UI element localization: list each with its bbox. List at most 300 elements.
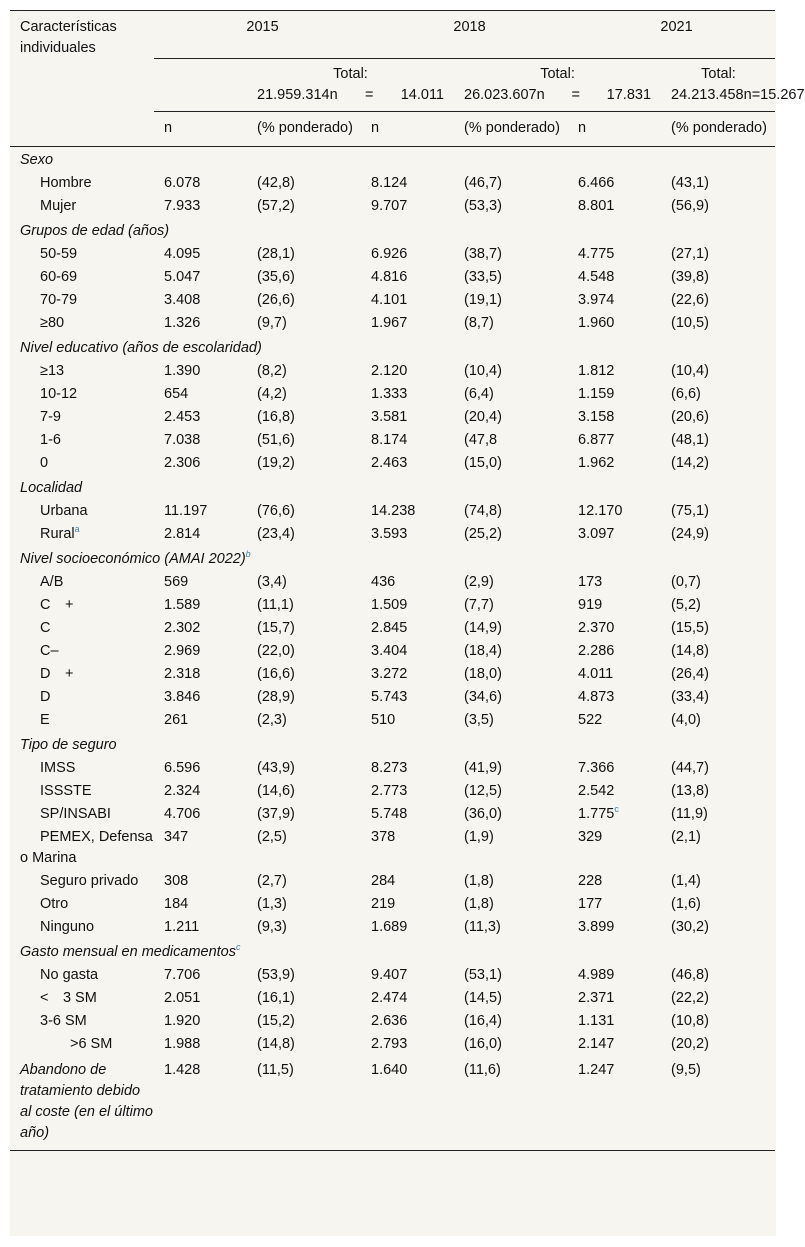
cell-value: (1,8) [464,896,494,912]
cell-pct [454,452,568,475]
row-label-text: A/B [40,574,64,590]
cell-value: (12,5) [464,783,502,799]
cell-n [154,987,247,1010]
table-row [10,826,776,870]
cell-value: (11,1) [257,597,294,613]
cell-value: (10,5) [671,315,709,331]
cell-value: 7.366 [578,760,615,776]
cell-value: (14,5) [464,990,502,1006]
cell-pct [247,1033,361,1056]
cell-value: 3.593 [371,526,408,542]
cell-value: 9.707 [371,198,408,214]
cell-n [154,780,247,803]
cell-value: 219 [371,896,396,912]
cell-value: 2.286 [578,643,615,659]
cell-value: 1.960 [578,315,615,331]
cell-value: (1,3) [257,896,287,912]
cell-pct [661,826,775,870]
cell-value: (1,6) [671,896,701,912]
row-label [10,780,154,803]
cell-value: (15,7) [257,620,295,636]
cell-value: 2.302 [164,620,201,636]
row-label-text: IMSS [40,760,76,776]
cell-value: (7,7) [464,597,494,613]
section-title-text: Nivel socioeconómico (AMAI 2022) [20,551,246,567]
row-label-text: C [40,620,51,636]
table-row [10,663,776,686]
cell-pct [661,312,775,335]
cell-value: 7.933 [164,198,201,214]
section-title [10,939,775,964]
cell-value: 3.404 [371,643,408,659]
cell-pct [454,617,568,640]
cell-n [361,757,454,780]
cell-pct [454,757,568,780]
cell-value: (76,6) [257,503,295,519]
section-title [10,475,775,500]
cell-value: (47,8 [464,432,498,448]
total-eq: = [571,87,580,103]
row-label [10,452,154,475]
row-label [10,826,154,870]
cell-pct [661,916,775,939]
cell-pct [454,780,568,803]
cell-value: (8,2) [257,363,287,379]
cell-pct [247,826,361,870]
cell-pct [247,916,361,939]
cell-n [361,523,454,546]
cell-pct [247,195,361,218]
cell-value: 2.051 [164,990,201,1006]
cell-n [568,870,661,893]
table-row [10,1010,776,1033]
cell-value: (16,1) [257,990,295,1006]
cell-value: 4.706 [164,806,201,822]
cell-pct [247,452,361,475]
section-title-text: Tipo de seguro [20,737,117,753]
cell-n [361,916,454,939]
row-label [10,523,154,546]
section-title [10,218,775,243]
row-label-text: ≥80 [40,315,65,331]
cell-pct [454,406,568,429]
cell-pct [247,243,361,266]
table-row [10,172,776,195]
cell-value: (33,4) [671,689,709,705]
cell-value: (3,4) [257,574,287,590]
cell-n [154,172,247,195]
cell-value: (11,3) [464,919,501,935]
footnote-mark: c [236,942,241,953]
section-title [10,335,775,360]
row-label-text: 0 [40,455,49,471]
cell-value: 1.967 [371,315,408,331]
header-year-2021: 2021 [568,11,775,59]
cell-value: (20,2) [671,1036,709,1052]
cell-value: (22,0) [257,643,295,659]
cell-value: (48,1) [671,432,709,448]
cell-value: 3.846 [164,689,201,705]
cell-pct [454,964,568,987]
cell-value: 1.962 [578,455,615,471]
cell-value: 228 [578,873,603,889]
cell-value: (25,2) [464,526,502,542]
cell-value: 4.989 [578,967,615,983]
cell-n [154,826,247,870]
cell-n [154,289,247,312]
cell-n: 1.428 [154,1056,247,1151]
row-label: Abandono de tratamiento debido al coste (en el último año) [10,1056,154,1151]
cell-value: (15,5) [671,620,709,636]
cell-value: (0,7) [671,574,701,590]
cell-n [154,406,247,429]
cell-value: 1.988 [164,1036,201,1052]
cell-n [568,243,661,266]
table-row [10,757,776,780]
table-row-final [10,1056,776,1151]
cell-value: 522 [578,712,603,728]
row-label [10,617,154,640]
cell-value: (37,9) [257,806,295,822]
cell-pct [661,406,775,429]
total-eq: = [751,87,761,103]
cell-value: 569 [164,574,189,590]
section-title [10,732,775,757]
table-row [10,709,776,732]
table-row [10,640,776,663]
row-label [10,289,154,312]
cell-value: (14,8) [257,1036,295,1052]
row-label [10,964,154,987]
cell-pct [247,617,361,640]
cell-value: 1.159 [578,386,615,402]
cell-pct [247,663,361,686]
cell-pct [247,964,361,987]
cell-pct [247,893,361,916]
cell-value: 1.326 [164,315,201,331]
cell-pct [661,266,775,289]
cell-value: (28,9) [257,689,295,705]
total-line [464,85,651,106]
cell-pct [247,500,361,523]
cell-pct [247,406,361,429]
cell-value: 3.581 [371,409,408,425]
cell-value: 4.775 [578,246,615,262]
row-label-text: D [40,689,51,705]
cell-pct [661,289,775,312]
row-label [10,243,154,266]
row-label [10,1033,154,1056]
row-label-text: 7-9 [40,409,61,425]
cell-value: (18,4) [464,643,502,659]
cell-n [568,406,661,429]
data-table [10,10,805,1151]
cell-value: (33,5) [464,269,502,285]
cell-pct [247,289,361,312]
cell-value: 1.509 [371,597,408,613]
header-pct: (% ponderado) [454,112,568,147]
cell-value: 2.147 [578,1036,615,1052]
row-label [10,172,154,195]
cell-n [568,757,661,780]
cell-value: (13,8) [671,783,709,799]
cell-value: (53,9) [257,967,295,983]
cell-pct [661,987,775,1010]
cell-pct [454,916,568,939]
cell-pct [454,172,568,195]
total-left [671,85,752,106]
cell-pct [247,360,361,383]
cell-value: (2,3) [257,712,287,728]
cell-n [568,312,661,335]
cell-n [154,1033,247,1056]
section-title-text: Grupos de edad (años) [20,223,170,239]
cell-pct [247,757,361,780]
table-panel [10,10,805,1236]
row-label [10,429,154,452]
cell-value: (6,6) [671,386,701,402]
section-title [10,147,775,173]
cell-value: (14,9) [464,620,502,636]
row-label [10,571,154,594]
cell-pct [454,523,568,546]
cell-n [154,523,247,546]
cell-pct [247,870,361,893]
cell-pct [454,1033,568,1056]
row-label-text: Seguro privado [40,873,139,889]
cell-n [361,195,454,218]
cell-value: (11,9) [671,806,708,822]
cell-n [361,266,454,289]
cell-value: 2.324 [164,783,201,799]
cell-value: 7.038 [164,432,201,448]
cell-n [361,383,454,406]
total-eq: = [364,87,374,103]
cell-n [361,780,454,803]
header-characteristics: Características individuales [10,11,154,112]
cell-n [154,803,247,826]
cell-value: 2.814 [164,526,201,542]
cell-value: (14,6) [257,783,295,799]
cell-n [361,803,454,826]
cell-value: (27,1) [671,246,709,262]
cell-n [568,1033,661,1056]
cell-value: (15,2) [257,1013,295,1029]
cell-value: (2,1) [671,829,701,845]
cell-value: 8.174 [371,432,408,448]
cell-value: 4.101 [371,292,408,308]
cell-value: 8.124 [371,175,408,191]
row-label [10,383,154,406]
cell-value: 3.097 [578,526,615,542]
cell-n [361,312,454,335]
cell-n [361,289,454,312]
cell-pct [247,523,361,546]
cell-n [568,709,661,732]
cell-value: (22,2) [671,990,709,1006]
cell-value: (10,8) [671,1013,709,1029]
cell-pct [661,870,775,893]
cell-pct [247,1010,361,1033]
cell-pct [454,500,568,523]
cell-value: (9,3) [257,919,287,935]
table-row [10,594,776,617]
cell-pct [247,172,361,195]
cell-value: 1.333 [371,386,408,402]
cell-value: (51,6) [257,432,295,448]
row-label [10,266,154,289]
row-label-text: C + [40,597,74,613]
cell-n [154,686,247,709]
cell-value: 11.197 [164,503,208,519]
cell-value: (14,8) [671,643,709,659]
cell-value: (34,6) [464,689,502,705]
row-label [10,987,154,1010]
cell-n [568,500,661,523]
cell-value: (74,8) [464,503,502,519]
cell-n [154,429,247,452]
cell-value: (2,5) [257,829,287,845]
cell-n [568,1010,661,1033]
table-row [10,312,776,335]
cell-n [568,617,661,640]
table-row [10,500,776,523]
cell-value: 7.706 [164,967,201,983]
cell-value: 1.689 [371,919,408,935]
cell-n [361,709,454,732]
row-label [10,500,154,523]
cell-value: (28,1) [257,246,295,262]
cell-value: (35,6) [257,269,295,285]
cell-value: 1.812 [578,363,615,379]
cell-value: (16,0) [464,1036,502,1052]
cell-pct [661,243,775,266]
cell-value: 919 [578,597,603,613]
cell-pct [454,571,568,594]
cell-n [361,893,454,916]
row-label-text: ≥13 [40,363,65,379]
cell-n [568,172,661,195]
header-n: n [154,112,247,147]
cell-value: (20,4) [464,409,502,425]
cell-value: (75,1) [671,503,709,519]
cell-value: (23,4) [257,526,295,542]
cell-value: 1.390 [164,363,201,379]
row-label-text: Ninguno [40,919,95,935]
table-row [10,1033,776,1056]
row-label [10,803,154,826]
cell-value: 2.969 [164,643,201,659]
cell-value: (56,9) [671,198,709,214]
cell-pct: (11,6) [454,1056,568,1151]
cell-n [361,870,454,893]
cell-value: (10,4) [464,363,502,379]
cell-value: (16,6) [257,666,295,682]
cell-value: (2,9) [464,574,494,590]
cell-pct: (9,5) [661,1056,775,1151]
section-title [10,546,775,571]
table-row [10,617,776,640]
cell-pct [454,266,568,289]
row-label-text: Rural [40,526,75,542]
row-label [10,406,154,429]
cell-pct [247,780,361,803]
cell-value: (8,7) [464,315,494,331]
cell-n [361,172,454,195]
cell-n [568,289,661,312]
cell-pct [661,709,775,732]
cell-value: 308 [164,873,189,889]
section-title-text: Gasto mensual en medicamentos [20,944,236,960]
cell-value: (3,5) [464,712,494,728]
cell-n [154,312,247,335]
row-label [10,893,154,916]
table-row [10,893,776,916]
cell-n [568,663,661,686]
section-title-text: Nivel educativo (años de escolaridad) [20,340,262,356]
cell-value: (2,7) [257,873,287,889]
cell-value: (14,2) [671,455,709,471]
cell-n [568,266,661,289]
table-row [10,195,776,218]
cell-value: 173 [578,574,603,590]
cell-n [154,964,247,987]
row-label [10,640,154,663]
cell-pct [454,987,568,1010]
cell-pct [454,360,568,383]
cell-value: 2.306 [164,455,201,471]
cell-pct [661,523,775,546]
cell-value: (4,2) [257,386,287,402]
cell-pct [454,289,568,312]
row-label-text: No gasta [40,967,99,983]
row-label-text: SP/INSABI [40,806,111,822]
row-label [10,594,154,617]
cell-value: 4.873 [578,689,615,705]
cell-pct [661,571,775,594]
row-label-text: PEMEX, Defensa o Marina [20,829,153,866]
cell-pct [454,195,568,218]
cell-pct [247,429,361,452]
cell-value: 9.407 [371,967,408,983]
cell-pct [661,663,775,686]
footnote-mark: a [74,524,80,535]
cell-n [154,757,247,780]
cell-n [154,360,247,383]
header-pct: (% ponderado) [247,112,361,147]
cell-value: 1.920 [164,1013,201,1029]
cell-value: 378 [371,829,396,845]
cell-n [568,686,661,709]
table-row [10,452,776,475]
cell-n [568,429,661,452]
cell-value: (39,8) [671,269,709,285]
cell-value: 6.926 [371,246,408,262]
cell-n [361,360,454,383]
cell-pct [454,826,568,870]
cell-n [361,500,454,523]
cell-n [154,663,247,686]
cell-value: 436 [371,574,396,590]
table-row [10,571,776,594]
header-total-2018 [454,59,661,112]
cell-value: 5.748 [371,806,408,822]
cell-value: 2.542 [578,783,615,799]
total-n-label: n [329,87,338,103]
cell-pct [661,780,775,803]
cell-value: (26,6) [257,292,295,308]
cell-value: (22,6) [671,292,709,308]
